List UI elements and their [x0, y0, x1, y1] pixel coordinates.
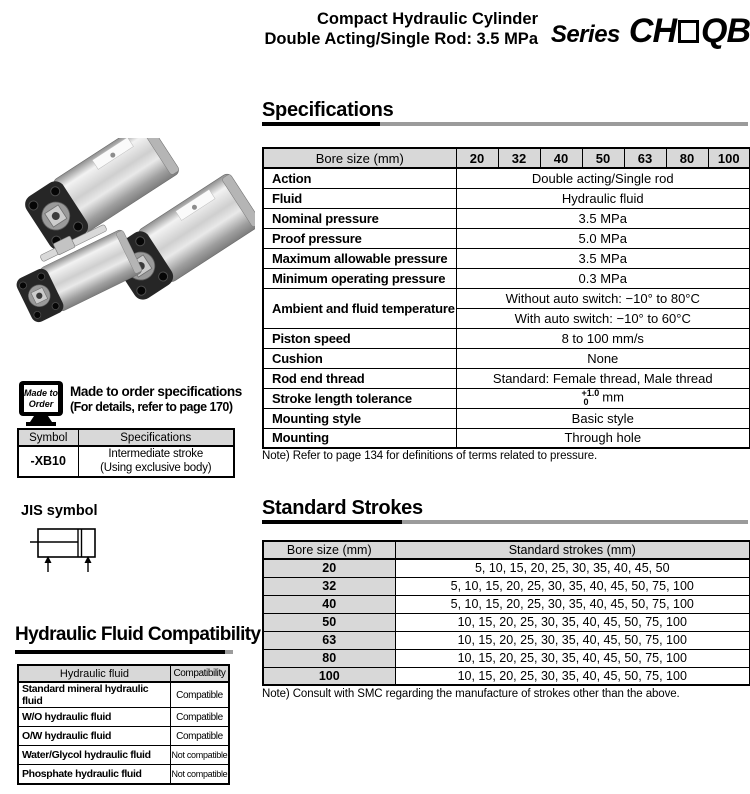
- table-row: 63 10, 15, 20, 25, 30, 35, 40, 45, 50, 75, 100: [263, 631, 750, 649]
- product-photos: [15, 138, 255, 370]
- table-row: 50 10, 15, 20, 25, 30, 35, 40, 45, 50, 75, 100: [263, 613, 750, 631]
- bore-size-header: Bore size (mm): [263, 148, 456, 168]
- strokes-header: Standard strokes (mm): [395, 541, 750, 559]
- table-row: 32 5, 10, 15, 20, 25, 30, 35, 40, 45, 50, 75, 100: [263, 577, 750, 595]
- made-to-order-subtitle: (For details, refer to page 170): [70, 400, 233, 415]
- table-row: 40 5, 10, 15, 20, 25, 30, 35, 40, 45, 50, 75, 100: [263, 595, 750, 613]
- standard-strokes-note: Note) Consult with SMC regarding the manufacture of strokes other than the above.: [262, 688, 680, 700]
- table-row: Cushion None: [263, 348, 750, 368]
- table-row: Maximum allowable pressure 3.5 MPa: [263, 248, 750, 268]
- table-row: [18, 446, 234, 477]
- page-title: [250, 9, 538, 49]
- series-box-placeholder-icon: [678, 20, 699, 43]
- table-row: O/W hydraulic fluid Compatible: [18, 727, 229, 746]
- page-title-line2: Double Acting/Single Rod: 3.5 MPa: [264, 30, 538, 49]
- specifications-title: Specifications: [262, 99, 394, 121]
- table-row: Minimum operating pressure 0.3 MPa: [263, 268, 750, 288]
- svg-text:Made to: Made to: [23, 388, 59, 398]
- standard-strokes-title: Standard Strokes: [262, 497, 423, 519]
- series-code-suffix: QB: [701, 12, 750, 50]
- series-title: [544, 12, 750, 51]
- made-to-order-icon: [16, 379, 68, 427]
- jis-cylinder-symbol: [22, 522, 114, 578]
- jis-symbol-label: JIS symbol: [21, 503, 98, 519]
- series-code: [629, 12, 750, 51]
- table-row: 80 10, 15, 20, 25, 30, 35, 40, 45, 50, 75, 100: [263, 649, 750, 667]
- specifications-table: [262, 147, 750, 449]
- standard-strokes-table: [262, 540, 750, 686]
- table-row: 100 10, 15, 20, 25, 30, 35, 40, 45, 50, 75, 100: [263, 667, 750, 685]
- fluid-header: Hydraulic fluid: [18, 665, 170, 682]
- table-row: Standard mineral hydraulic fluid Compatible: [18, 682, 229, 708]
- tolerance-cell: +1.0 0 mm: [456, 388, 750, 408]
- table-row: Mounting style Basic style: [263, 408, 750, 428]
- table-header-row: Bore size (mm) 20 32 40 50 63 80 100: [263, 148, 750, 168]
- table-row: W/O hydraulic fluid Compatible: [18, 708, 229, 727]
- section-rule: [262, 520, 748, 524]
- table-header-row: [263, 541, 750, 559]
- section-rule: [15, 650, 233, 654]
- symbol-cell: -XB10: [18, 446, 78, 477]
- table-header-row: [18, 429, 234, 446]
- section-rule: [262, 122, 748, 126]
- table-row: Mounting Through hole: [263, 428, 750, 448]
- table-row: Phosphate hydraulic fluid Not compatible: [18, 765, 229, 784]
- table-row: Ambient and fluid temperature Without auto switch: −10° to 80°C: [263, 288, 750, 308]
- made-to-order-table: [17, 428, 235, 478]
- table-row: Nominal pressure 3.5 MPa: [263, 208, 750, 228]
- table-header-row: [18, 665, 229, 682]
- compat-header: Compatibility: [170, 665, 229, 682]
- table-row: With auto switch: −10° to 60°C: [263, 308, 750, 328]
- svg-text:Order: Order: [28, 399, 54, 409]
- table-row: Piston speed 8 to 100 mm/s: [263, 328, 750, 348]
- specifications-header: Specifications: [78, 429, 234, 446]
- series-code-prefix: CH: [628, 12, 676, 50]
- table-row: 20 5, 10, 15, 20, 25, 30, 35, 40, 45, 50: [263, 559, 750, 577]
- table-row: Rod end thread Standard: Female thread, Male thread: [263, 368, 750, 388]
- symbol-header: Symbol: [18, 429, 78, 446]
- table-row: Proof pressure 5.0 MPa: [263, 228, 750, 248]
- made-to-order-title: Made to order specifications (For details, refer to page 170): [70, 384, 260, 415]
- table-row: Fluid Hydraulic fluid: [263, 188, 750, 208]
- table-row: Action Double acting/Single rod: [263, 168, 750, 188]
- fluid-compat-title: Hydraulic Fluid Compatibility: [15, 624, 261, 645]
- spec-cell: Intermediate stroke (Using exclusive body): [78, 446, 234, 477]
- bore-size-header: Bore size (mm): [263, 541, 395, 559]
- fluid-compat-table: [17, 664, 230, 785]
- table-row: Water/Glycol hydraulic fluid Not compatible: [18, 746, 229, 765]
- page-title-line1: Compact Hydraulic Cylinder: [317, 10, 538, 28]
- series-word: Series: [550, 21, 620, 48]
- table-row: Stroke length tolerance +1.0 0 mm: [263, 388, 750, 408]
- specifications-note: Note) Refer to page 134 for definitions of terms related to pressure.: [262, 450, 598, 462]
